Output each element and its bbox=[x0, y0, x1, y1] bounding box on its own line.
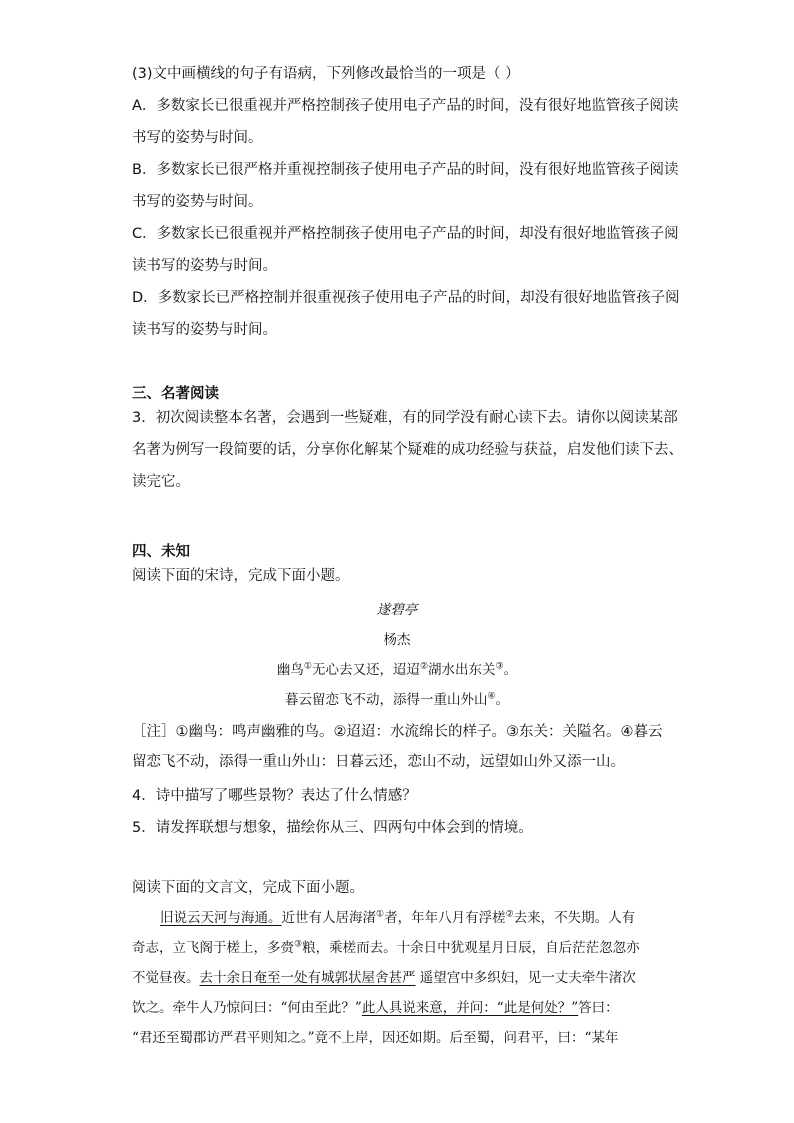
option-d-line-1: D．多数家长已严格控制并很重视孩子使用电子产品的时间，却没有很好地监管孩子阅 bbox=[132, 290, 680, 306]
section-3-line-1: 3．初次阅读整本名著，会遇到一些疑难，有的同学没有耐心读下去。请你以阅读某部 bbox=[132, 410, 678, 426]
classical-line-1: 旧说云天河与海通。近世有人居海渚①者，年年八月有浮槎②去来，不失期。人有 bbox=[160, 909, 636, 926]
option-b-line-2: 书写的姿势与时间。 bbox=[132, 194, 263, 210]
option-b-line-1: B．多数家长已很严格并重视控制孩子使用电子产品的时间，没有很好地监管孩子阅读 bbox=[132, 162, 679, 178]
question-3-stem: (3)文中画横线的句子有语病，下列修改最恰当的一项是（ ） bbox=[132, 66, 520, 82]
question-5: 5．请发挥联想与想象，描绘你从三、四两句中体会到的情境。 bbox=[132, 820, 533, 836]
option-a-line-2: 书写的姿势与时间。 bbox=[132, 130, 263, 146]
classical-line-2: 奇志，立飞阁于槎上，多赍③粮，乘槎而去。十余日中犹观星月日辰，自后茫茫忽忽亦 bbox=[132, 939, 640, 956]
option-c-line-2: 读书写的姿势与时间。 bbox=[132, 258, 277, 274]
poem-line-1: 幽鸟①无心去又还，迢迢②湖水出东关③。 bbox=[276, 661, 518, 678]
option-a-line-1: A．多数家长已很重视并严格控制孩子使用电子产品的时间，没有很好地监管孩子阅读 bbox=[132, 98, 679, 114]
section-3-line-2: 名著为例写一段简要的话，分享你化解某个疑难的成功经验与获益，启发他们读下去、 bbox=[132, 442, 683, 458]
section-4-heading: 四、未知 bbox=[132, 544, 190, 560]
poem-title: 遂碧亭 bbox=[376, 602, 418, 618]
classical-intro: 阅读下面的文言文，完成下面小题。 bbox=[132, 880, 364, 896]
section-3-heading: 三、名著阅读 bbox=[132, 386, 219, 402]
classical-line-3: 不觉昼夜。去十余日奄至一处有城郭状屋舍甚严 遥望宫中多织妇，见一丈夫牵牛渚次 bbox=[132, 970, 636, 986]
option-c-line-1: C．多数家长已很重视并严格控制孩子使用电子产品的时间，却没有很好地监管孩子阅 bbox=[132, 226, 679, 242]
section-3-line-3: 读完它。 bbox=[132, 474, 190, 490]
poem-notes-line-2: 留恋飞不动，添得一重山外山：日暮云还，恋山不动，远望如山外又添一山。 bbox=[132, 754, 625, 770]
poem-notes-line-1: ［注］①幽鸟：鸣声幽雅的鸟。②迢迢：水流绵长的样子。③东关：关隘名。④暮云 bbox=[132, 724, 663, 740]
question-4: 4．诗中描写了哪些景物？表达了什么情感？ bbox=[132, 788, 417, 804]
option-d-line-2: 读书写的姿势与时间。 bbox=[132, 322, 277, 338]
classical-line-4: 饮之。牵牛人乃惊问曰：“何由至此？”此人具说来意，并问：“此是何处？”答曰： bbox=[132, 1000, 619, 1016]
classical-line-5: “君还至蜀郡访严君平则知之。”竟不上岸，因还如期。后至蜀，问君平，曰：“某年 bbox=[132, 1030, 619, 1046]
poem-line-2: 暮云留恋飞不动，添得一重山外山④。 bbox=[284, 691, 510, 708]
poem-author: 杨杰 bbox=[383, 632, 411, 648]
section-4-intro: 阅读下面的宋诗，完成下面小题。 bbox=[132, 568, 350, 584]
